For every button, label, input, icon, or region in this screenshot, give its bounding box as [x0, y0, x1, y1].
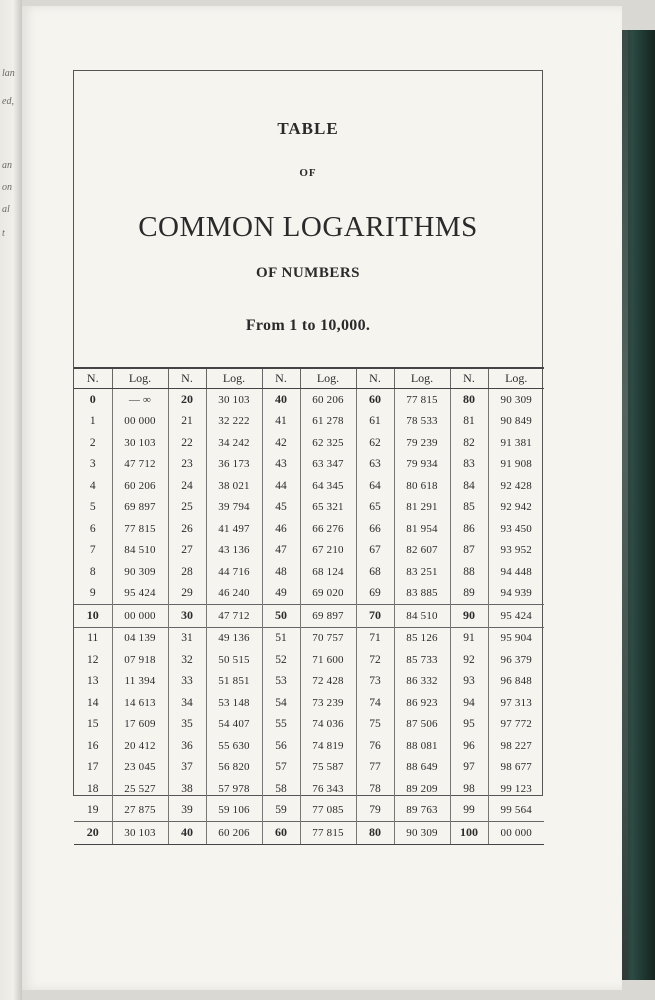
log-cell: 79 239: [394, 432, 450, 454]
page-subtitle: OF NUMBERS: [255, 265, 361, 281]
log-cell: 77 815: [394, 389, 450, 411]
column-header: Log.: [112, 368, 168, 389]
number-cell: 38: [168, 778, 206, 800]
table-row: [74, 692, 544, 714]
log-cell: 73 239: [300, 692, 356, 714]
log-cell: 44 716: [206, 561, 262, 583]
log-cell: 36 173: [206, 454, 262, 476]
number-cell: 89: [450, 583, 488, 605]
log-cell: 38 021: [206, 475, 262, 497]
log-cell: 95 904: [488, 627, 544, 649]
page-title: COMMON LOGARITHMS: [138, 211, 478, 243]
log-cell: 30 103: [206, 389, 262, 411]
log-cell: 87 506: [394, 714, 450, 736]
log-cell: 86 923: [394, 692, 450, 714]
number-cell: 51: [262, 627, 300, 649]
number-cell: 46: [262, 518, 300, 540]
log-cell: 98 227: [488, 735, 544, 757]
number-cell: 41: [262, 411, 300, 433]
number-cell: 50: [262, 605, 300, 628]
number-cell: 32: [168, 649, 206, 671]
log-cell: 59 106: [206, 800, 262, 822]
number-cell: 34: [168, 692, 206, 714]
number-cell: 97: [450, 757, 488, 779]
log-cell: — ∞: [112, 389, 168, 411]
number-cell: 22: [168, 432, 206, 454]
number-cell: 16: [87, 739, 99, 752]
number-cell: 5: [89, 501, 96, 514]
table-header-row: [74, 368, 544, 389]
number-cell: 59: [262, 800, 300, 822]
table-row: [74, 411, 544, 433]
number-cell: 36: [168, 735, 206, 757]
number-cell: 78: [356, 778, 394, 800]
log-cell: 74 819: [300, 735, 356, 757]
number-cell: 72: [356, 649, 394, 671]
log-cell: 77 815: [112, 518, 168, 540]
log-cell: 86 332: [394, 671, 450, 693]
number-cell: 8: [89, 565, 96, 578]
table-row: [74, 454, 544, 476]
number-cell: 55: [262, 714, 300, 736]
number-cell: 37: [168, 757, 206, 779]
number-cell: 98: [450, 778, 488, 800]
number-cell: 39: [168, 800, 206, 822]
number-cell: 88: [450, 561, 488, 583]
log-cell: 69 897: [112, 497, 168, 519]
log-cell: 85 126: [394, 627, 450, 649]
log-cell: 83 251: [394, 561, 450, 583]
log-cell: 11 394: [112, 671, 168, 693]
log-cell: 55 630: [206, 735, 262, 757]
number-cell: 9: [89, 587, 96, 600]
number-cell: 60: [262, 822, 300, 845]
log-cell: 77 815: [300, 822, 356, 845]
log-cell: 00 000: [112, 605, 168, 628]
table-row: [74, 432, 544, 454]
number-cell: 26: [168, 518, 206, 540]
log-cell: 41 497: [206, 518, 262, 540]
column-header: N.: [262, 368, 300, 389]
log-cell: 04 139: [112, 627, 168, 649]
log-cell: 74 036: [300, 714, 356, 736]
number-cell: 6: [89, 522, 96, 535]
table-row: [74, 540, 544, 562]
number-cell: 4: [89, 479, 96, 492]
column-header: N.: [168, 368, 206, 389]
number-cell: 92: [450, 649, 488, 671]
number-cell: 60: [356, 389, 394, 411]
log-cell: 68 124: [300, 561, 356, 583]
log-cell: 47 712: [206, 605, 262, 628]
table-row: [74, 389, 544, 411]
log-cell: 79 934: [394, 454, 450, 476]
number-cell: 64: [356, 475, 394, 497]
number-cell: 40: [168, 822, 206, 845]
number-cell: 96: [450, 735, 488, 757]
number-cell: 21: [168, 411, 206, 433]
log-cell: 89 209: [394, 778, 450, 800]
log-cell: 54 407: [206, 714, 262, 736]
number-cell: 31: [168, 627, 206, 649]
log-cell: 61 278: [300, 411, 356, 433]
number-cell: 63: [356, 454, 394, 476]
number-cell: 56: [262, 735, 300, 757]
column-header: Log.: [206, 368, 262, 389]
number-cell: 1: [89, 415, 96, 428]
log-cell: 84 510: [394, 605, 450, 628]
table-row: [74, 649, 544, 671]
table-row: [74, 800, 544, 822]
log-cell: 81 954: [394, 518, 450, 540]
column-header: Log.: [488, 368, 544, 389]
number-cell: 80: [356, 822, 394, 845]
log-cell: 30 103: [112, 432, 168, 454]
number-cell: 3: [89, 458, 96, 471]
number-cell: 70: [356, 605, 394, 628]
number-cell: 82: [450, 432, 488, 454]
log-cell: 85 733: [394, 649, 450, 671]
number-cell: 28: [168, 561, 206, 583]
log-cell: 97 772: [488, 714, 544, 736]
log-cell: 82 607: [394, 540, 450, 562]
table-row: [74, 561, 544, 583]
number-cell: 12: [87, 653, 99, 666]
number-cell: 54: [262, 692, 300, 714]
log-cell: 94 448: [488, 561, 544, 583]
log-cell: 90 309: [394, 822, 450, 845]
number-cell: 61: [356, 411, 394, 433]
number-cell: 76: [356, 735, 394, 757]
number-cell: 33: [168, 671, 206, 693]
number-cell: 65: [356, 497, 394, 519]
left-page-fragment: ed,: [2, 96, 14, 107]
left-page-fragment: t: [2, 228, 5, 239]
log-cell: 69 897: [300, 605, 356, 628]
table-row: [74, 605, 544, 628]
log-cell: 64 345: [300, 475, 356, 497]
left-page-fragment: an: [2, 160, 12, 171]
number-cell: 20: [74, 822, 112, 845]
number-cell: 49: [262, 583, 300, 605]
log-cell: 98 677: [488, 757, 544, 779]
table-row: [74, 714, 544, 736]
number-cell: 19: [87, 804, 99, 817]
number-cell: 2: [89, 436, 96, 449]
number-cell: 24: [168, 475, 206, 497]
table-row: [74, 475, 544, 497]
log-cell: 34 242: [206, 432, 262, 454]
log-cell: 96 848: [488, 671, 544, 693]
number-cell: 68: [356, 561, 394, 583]
log-cell: 65 321: [300, 497, 356, 519]
column-header: N.: [74, 368, 112, 389]
number-cell: 83: [450, 454, 488, 476]
number-cell: 90: [450, 605, 488, 628]
table-frame: [73, 70, 543, 840]
log-cell: 50 515: [206, 649, 262, 671]
number-cell: 81: [450, 411, 488, 433]
number-cell: 85: [450, 497, 488, 519]
log-cell: 53 148: [206, 692, 262, 714]
number-cell: 77: [356, 757, 394, 779]
number-cell: 43: [262, 454, 300, 476]
number-cell: 0: [89, 392, 96, 407]
log-cell: 69 020: [300, 583, 356, 605]
table-row: [74, 757, 544, 779]
number-cell: 57: [262, 757, 300, 779]
number-cell: 48: [262, 561, 300, 583]
log-cell: 99 123: [488, 778, 544, 800]
log-cell: 51 851: [206, 671, 262, 693]
log-cell: 20 412: [112, 735, 168, 757]
number-cell: 93: [450, 671, 488, 693]
log-cell: 80 618: [394, 475, 450, 497]
log-cell: 56 820: [206, 757, 262, 779]
number-cell: 15: [87, 718, 99, 731]
table-row: [74, 583, 544, 605]
number-cell: 17: [87, 761, 99, 774]
range-label: From 1 to 10,000.: [245, 317, 371, 334]
log-cell: 71 600: [300, 649, 356, 671]
number-cell: 44: [262, 475, 300, 497]
log-cell: 63 347: [300, 454, 356, 476]
number-cell: 73: [356, 671, 394, 693]
number-cell: 84: [450, 475, 488, 497]
number-cell: 40: [262, 389, 300, 411]
number-cell: 80: [450, 389, 488, 411]
log-cell: 97 313: [488, 692, 544, 714]
log-cell: 78 533: [394, 411, 450, 433]
number-cell: 69: [356, 583, 394, 605]
number-cell: 18: [87, 782, 99, 795]
log-cell: 27 875: [112, 800, 168, 822]
log-cell: 00 000: [112, 411, 168, 433]
column-header: N.: [450, 368, 488, 389]
log-cell: 77 085: [300, 800, 356, 822]
heading-table: TABLE: [277, 119, 339, 138]
left-page-fragment: on: [2, 182, 12, 193]
log-cell: 60 206: [300, 389, 356, 411]
log-cell: 17 609: [112, 714, 168, 736]
number-cell: 29: [168, 583, 206, 605]
log-cell: 25 527: [112, 778, 168, 800]
number-cell: 52: [262, 649, 300, 671]
number-cell: 45: [262, 497, 300, 519]
table-row: [74, 497, 544, 519]
log-cell: 94 939: [488, 583, 544, 605]
number-cell: 95: [450, 714, 488, 736]
number-cell: 66: [356, 518, 394, 540]
page-edges: [622, 30, 628, 980]
number-cell: 53: [262, 671, 300, 693]
log-cell: 43 136: [206, 540, 262, 562]
log-cell: 23 045: [112, 757, 168, 779]
number-cell: 42: [262, 432, 300, 454]
log-cell: 95 424: [112, 583, 168, 605]
column-header: Log.: [300, 368, 356, 389]
number-cell: 10: [74, 605, 112, 628]
log-cell: 62 325: [300, 432, 356, 454]
log-cell: 91 381: [488, 432, 544, 454]
log-cell: 70 757: [300, 627, 356, 649]
number-cell: 27: [168, 540, 206, 562]
number-cell: 20: [168, 389, 206, 411]
log-cell: 67 210: [300, 540, 356, 562]
number-cell: 58: [262, 778, 300, 800]
column-header: N.: [356, 368, 394, 389]
log-cell: 47 712: [112, 454, 168, 476]
log-cell: 81 291: [394, 497, 450, 519]
number-cell: 23: [168, 454, 206, 476]
table-row: [74, 822, 544, 845]
table-row: [74, 627, 544, 649]
number-cell: 47: [262, 540, 300, 562]
number-cell: 91: [450, 627, 488, 649]
number-cell: 35: [168, 714, 206, 736]
number-cell: 25: [168, 497, 206, 519]
log-cell: 88 081: [394, 735, 450, 757]
log-cell: 90 849: [488, 411, 544, 433]
logarithm-table: [74, 367, 544, 845]
log-cell: 84 510: [112, 540, 168, 562]
log-cell: 07 918: [112, 649, 168, 671]
log-cell: 14 613: [112, 692, 168, 714]
log-cell: 32 222: [206, 411, 262, 433]
column-header: Log.: [394, 368, 450, 389]
number-cell: 99: [450, 800, 488, 822]
number-cell: 13: [87, 675, 99, 688]
log-cell: 92 428: [488, 475, 544, 497]
left-page-edge: [0, 0, 22, 1000]
number-cell: 71: [356, 627, 394, 649]
left-page-fragment: lan: [2, 68, 15, 79]
number-cell: 67: [356, 540, 394, 562]
heading-of: OF: [299, 167, 317, 179]
table-row: [74, 735, 544, 757]
log-cell: 72 428: [300, 671, 356, 693]
number-cell: 75: [356, 714, 394, 736]
log-cell: 95 424: [488, 605, 544, 628]
number-cell: 11: [74, 627, 112, 649]
log-cell: 76 343: [300, 778, 356, 800]
number-cell: 30: [168, 605, 206, 628]
log-cell: 57 978: [206, 778, 262, 800]
table-row: [74, 778, 544, 800]
left-page-fragment: al: [2, 204, 10, 215]
log-cell: 46 240: [206, 583, 262, 605]
number-cell: 94: [450, 692, 488, 714]
log-cell: 93 952: [488, 540, 544, 562]
log-cell: 91 908: [488, 454, 544, 476]
log-cell: 99 564: [488, 800, 544, 822]
number-cell: 14: [87, 696, 99, 709]
number-cell: 86: [450, 518, 488, 540]
log-cell: 90 309: [112, 561, 168, 583]
log-cell: 96 379: [488, 649, 544, 671]
log-cell: 30 103: [112, 822, 168, 845]
number-cell: 74: [356, 692, 394, 714]
table-row: [74, 518, 544, 540]
log-cell: 89 763: [394, 800, 450, 822]
log-cell: 93 450: [488, 518, 544, 540]
log-cell: 90 309: [488, 389, 544, 411]
number-cell: 100: [450, 822, 488, 845]
log-cell: 60 206: [112, 475, 168, 497]
log-cell: 39 794: [206, 497, 262, 519]
table-row: [74, 671, 544, 693]
log-cell: 83 885: [394, 583, 450, 605]
number-cell: 79: [356, 800, 394, 822]
log-cell: 88 649: [394, 757, 450, 779]
log-cell: 00 000: [488, 822, 544, 845]
log-cell: 66 276: [300, 518, 356, 540]
log-cell: 92 942: [488, 497, 544, 519]
number-cell: 62: [356, 432, 394, 454]
number-cell: 87: [450, 540, 488, 562]
book-page: [22, 6, 622, 990]
log-cell: 60 206: [206, 822, 262, 845]
log-cell: 75 587: [300, 757, 356, 779]
number-cell: 7: [89, 544, 96, 557]
log-cell: 49 136: [206, 627, 262, 649]
book-cover-edge: [622, 30, 655, 980]
